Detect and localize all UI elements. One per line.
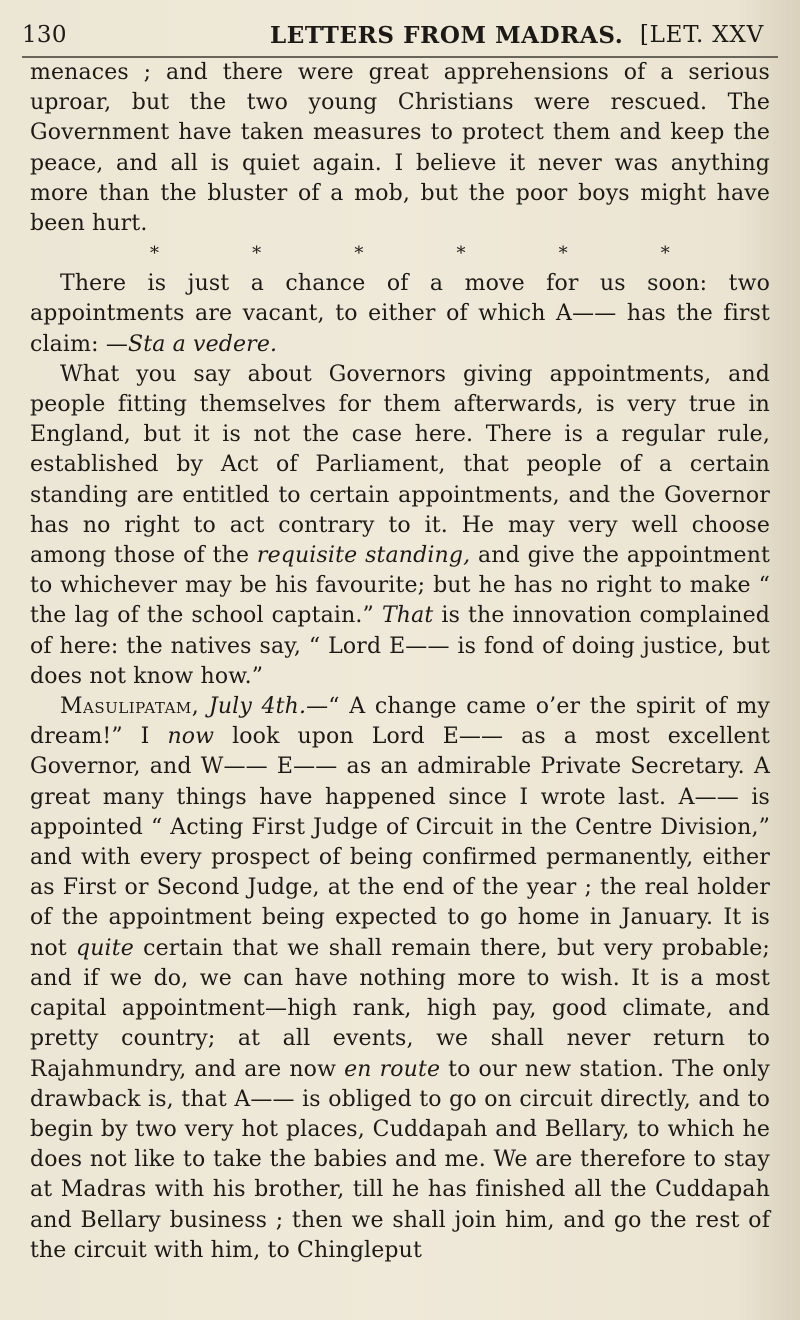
letter-reference: [LET. XXV	[639, 22, 764, 48]
paragraph-4-part-d: to our new station. The only drawback is, that A—— is obliged to go on circuit directly, and to begin by two very hot places, Cuddapah and Bellary, to which he does not like to take the babies and me. We are therefore to stay at Madras with his brother, till he has finished all the Cuddapah and Bellary business ; then we shall join him, and go the rest of the circuit with him, to Chingleput	[30, 1056, 770, 1263]
paragraph-4-italic-a: now	[167, 724, 215, 750]
running-title: LETTERS FROM MADRAS.	[270, 22, 624, 49]
paragraph-3-italic-b: That	[381, 603, 434, 629]
paragraph-2-text: There is just a chance of a move for us soon: two appointments are vacant, to either of which A—— has the first claim: —	[30, 271, 770, 357]
paragraph-4-italic-c: en route	[344, 1056, 441, 1082]
star-6: *	[660, 243, 670, 265]
paragraph-3-italic-a: requisite standing,	[256, 543, 471, 569]
page-number: 130	[22, 22, 67, 48]
star-5: *	[558, 243, 568, 265]
paragraph-3-part-c: is the innovation complained of here: the natives say, “ Lord E—— is fond of doing justice, but does not know how.”	[30, 603, 771, 689]
paragraph-4	[30, 692, 770, 1266]
paragraph-3-part-a: What you say about Governors giving appointments, and people fitting themselves for them afterwards, is very true in England, but it is not the case here. There is a regular rule, established by Act of Parliament, that people of a certain standing are entitled to certain appointments, and the Governor has no right to act contrary to it. He may very well choose among those of the	[30, 361, 770, 569]
dateline-place: Masulipatam,	[60, 694, 200, 720]
paragraph-4-part-c: certain that we shall remain there, but very probable; and if we do, we can have nothing more to wish. It is a most capital appointment—high rank, high pay, good climate, and pretty country; at all events, we shall never return to Rajahmundry, and are now	[30, 935, 770, 1082]
paragraph-1: menaces ; and there were great apprehensions of a serious uproar, but the two young Christians were rescued. The Government have taken measures to protect them and keep the peace, and all is quiet again. I believe it never was anything more than the bluster of a mob, but the poor boys might have been hurt.	[30, 60, 770, 237]
page-body	[30, 58, 770, 1266]
star-2: *	[252, 243, 262, 265]
dateline-date: July 4th.	[208, 694, 307, 720]
star-4: *	[456, 243, 466, 265]
paragraph-3-part-b: and give the appointment to whichever may be his favourite; but he has no right to make “ the lag of the school captain.”	[30, 543, 771, 629]
paragraph-3	[30, 360, 770, 692]
star-1: *	[150, 243, 160, 265]
paragraph-2-italic: Sta a vedere.	[127, 331, 278, 357]
paragraph-2	[30, 269, 770, 360]
paragraph-4-part-b: look upon Lord E—— as a most excellent Governor, and W—— E—— as an admirable Private Secretary. A great many things have happened since I wrote last. A—— is appointed “ Acting First Judge of Circuit in the Centre Division,” and with every prospect of being confirmed permanently, either as First or Second Judge, at the end of the year ; the real holder of the appointment being expected to go home in January. It is not	[30, 724, 770, 961]
paragraph-4-italic-b: quite	[75, 935, 134, 961]
paragraph-4-part-a: —“ A change came o’er the spirit of my dream!” I	[30, 694, 770, 750]
star-3: *	[354, 243, 364, 265]
section-break	[30, 239, 770, 269]
